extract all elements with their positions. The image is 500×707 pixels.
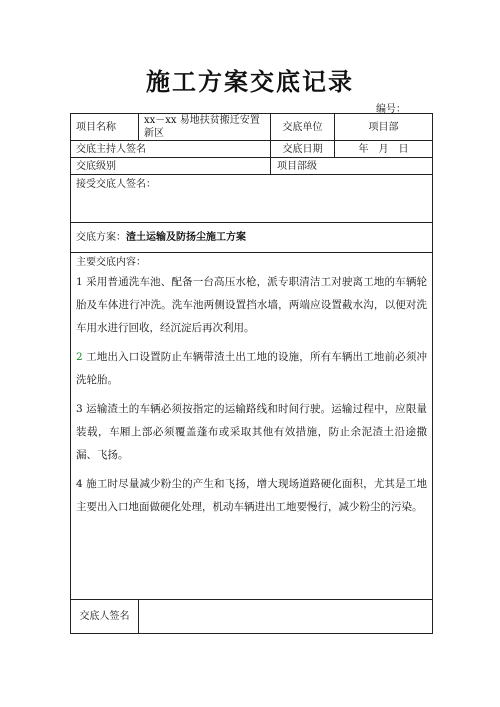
project-name-label: 项目名称	[71, 114, 139, 141]
level-value	[271, 158, 433, 175]
date-value: 年 月 日	[335, 141, 433, 158]
plan-row	[71, 223, 433, 253]
receiver-signature-field[interactable]	[71, 175, 433, 223]
level-value-text: 项目部级	[277, 160, 317, 172]
record-table	[70, 113, 433, 634]
signer-label: 交底人签名	[71, 600, 139, 634]
content-label: 主要交底内容：	[76, 257, 146, 268]
unit-value: 项目部	[335, 114, 433, 141]
receiver-signature-label: 接受交底人签名：	[76, 179, 156, 190]
content-item-2-number: 2	[76, 351, 83, 363]
plan-value: 渣土运输及防扬尘施工方案	[126, 232, 246, 243]
document-number-label: 编号：	[376, 104, 406, 115]
content-item-3: 3 运输渣土的车辆必须按指定的运输路线和时间行驶。运输过程中，应限量装载，车厢上部必须覆盖蓬布或采取其他有效措施，防止余泥渣土沿途撒漏、飞扬。	[76, 403, 427, 461]
page-title: 施工方案交底记录	[146, 67, 354, 96]
content-item-2	[76, 346, 427, 392]
host-signature-label: 交底主持人签名	[71, 141, 271, 158]
content-item-1: 1 采用普通洗车池、配备一台高压水枪，派专职清洁工对驶离工地的车辆轮胎及车体进行冲洗。洗车池两侧设置挡水墙，两端应设置截水沟，以便对洗车用水进行回收，经沉淀后再次利用。	[76, 276, 427, 334]
content-item-4: 4 施工时尽量减少粉尘的产生和飞扬，增大现场道路硬化面积，尤其是工地主要出入口地面做硬化处理，机动车辆进出工地要慢行，减少粉尘的污染。	[76, 478, 427, 513]
plan-label: 交底方案：	[76, 232, 126, 243]
date-label: 交底日期	[271, 141, 335, 158]
level-label: 交底级别	[71, 158, 271, 175]
signer-signature-field[interactable]	[139, 600, 433, 634]
content-item-2-text: 工地出入口设置防止车辆带渣土出工地的设施，所有车辆出工地前必须冲洗轮胎。	[76, 351, 427, 386]
main-content-cell	[71, 253, 433, 600]
project-name-value: xx－xx 易地扶贫搬迁安置新区	[139, 114, 271, 141]
unit-label: 交底单位	[271, 114, 335, 141]
